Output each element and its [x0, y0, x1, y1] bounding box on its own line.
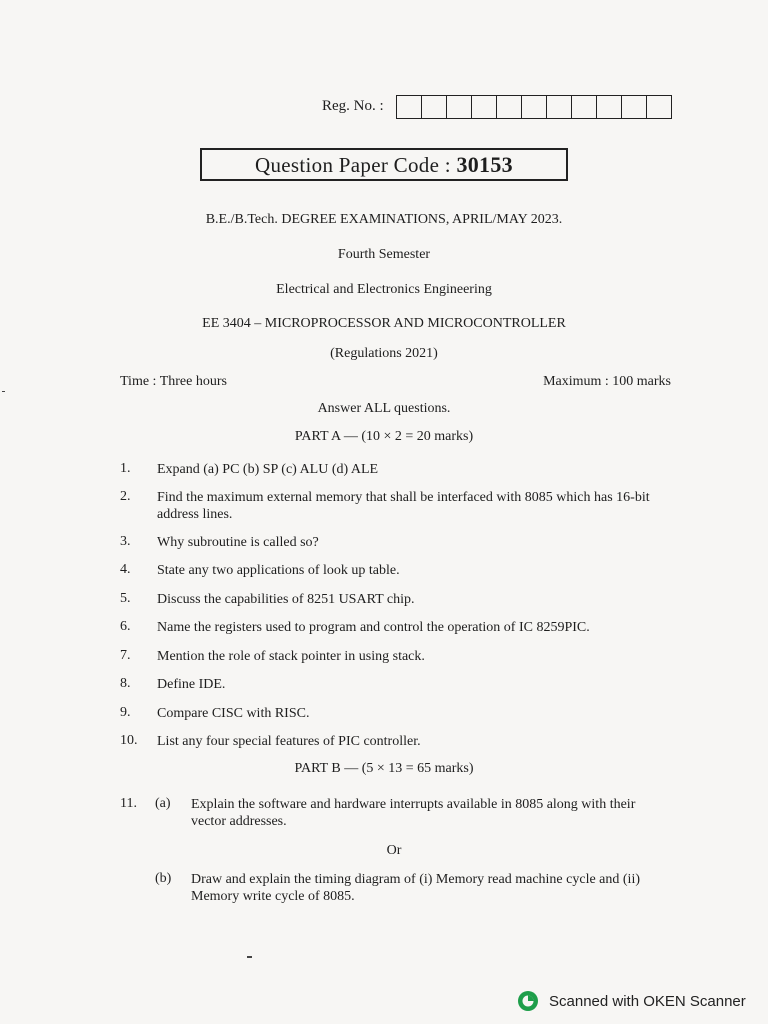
question-number: 11. [120, 796, 137, 811]
exam-title: B.E./B.Tech. DEGREE EXAMINATIONS, APRIL/MAY 2023. [205, 212, 563, 227]
question-text: Define IDE. [157, 677, 226, 692]
reg-digit-box [397, 96, 422, 118]
question-number: 2. [120, 489, 131, 504]
question-number: 4. [120, 562, 131, 577]
question-text: Mention the role of stack pointer in using stack. [157, 649, 425, 664]
or-separator: Or [386, 843, 402, 858]
question-paper-code [200, 148, 568, 181]
reg-digit-box [472, 96, 497, 118]
scanner-label: Scanned with OKEN Scanner [549, 992, 746, 1010]
part-b-title: PART B — (5 × 13 = 65 marks) [294, 761, 474, 776]
branch: Electrical and Electronics Engineering [276, 282, 492, 297]
max-marks: Maximum : 100 marks [543, 374, 671, 389]
reg-digit-box [522, 96, 547, 118]
question-number: 1. [120, 461, 131, 476]
question-text: State any two applications of look up table. [157, 563, 400, 578]
instruction: Answer ALL questions. [317, 401, 451, 416]
semester: Fourth Semester [337, 247, 431, 262]
reg-digit-box [647, 96, 671, 118]
reg-digit-box [422, 96, 447, 118]
reg-digit-box [597, 96, 622, 118]
sub-question-label: (b) [155, 871, 172, 886]
question-text: Name the registers used to program and control the operation of IC 8259PIC. [157, 620, 590, 635]
scan-speck [2, 391, 5, 392]
question-number: 6. [120, 619, 131, 634]
part-a-title: PART A — (10 × 2 = 20 marks) [294, 429, 474, 444]
subject: EE 3404 – MICROPROCESSOR AND MICROCONTROLLER [202, 316, 566, 331]
question-text: List any four special features of PIC controller. [157, 734, 421, 749]
question-number: 8. [120, 676, 131, 691]
question-text: Discuss the capabilities of 8251 USART chip. [157, 592, 415, 607]
question-text: Compare CISC with RISC. [157, 706, 310, 721]
reg-digit-box [572, 96, 597, 118]
oken-scanner-logo-icon [517, 990, 539, 1012]
question-number: 5. [120, 591, 131, 606]
reg-digit-box [497, 96, 522, 118]
reg-digit-box [547, 96, 572, 118]
question-text: Why subroutine is called so? [157, 535, 319, 550]
regulations: (Regulations 2021) [330, 346, 438, 361]
question-number: 10. [120, 733, 138, 748]
scanner-watermark [517, 990, 746, 1012]
reg-digit-box [447, 96, 472, 118]
code-label: Question Paper Code : [255, 153, 451, 177]
question-text: Expand (a) PC (b) SP (c) ALU (d) ALE [157, 462, 379, 477]
time-allowed: Time : Three hours [120, 374, 227, 389]
question-text: Explain the software and hardware interrupts available in 8085 along with their vector addresses. [191, 797, 636, 829]
reg-digit-box [622, 96, 647, 118]
code-number: 30153 [456, 152, 513, 177]
reg-no-label: Reg. No. : [322, 98, 384, 114]
reg-no-boxes [396, 95, 672, 119]
question-text: Find the maximum external memory that shall be interfaced with 8085 which has 16-bit address lines. [157, 490, 650, 522]
question-text: Draw and explain the timing diagram of (i) Memory read machine cycle and (ii) Memory write cycle of 8085. [191, 872, 640, 904]
question-number: 9. [120, 705, 131, 720]
question-number: 3. [120, 534, 131, 549]
sub-question-label: (a) [155, 796, 171, 811]
question-number: 7. [120, 648, 131, 663]
scan-speck [247, 956, 252, 958]
